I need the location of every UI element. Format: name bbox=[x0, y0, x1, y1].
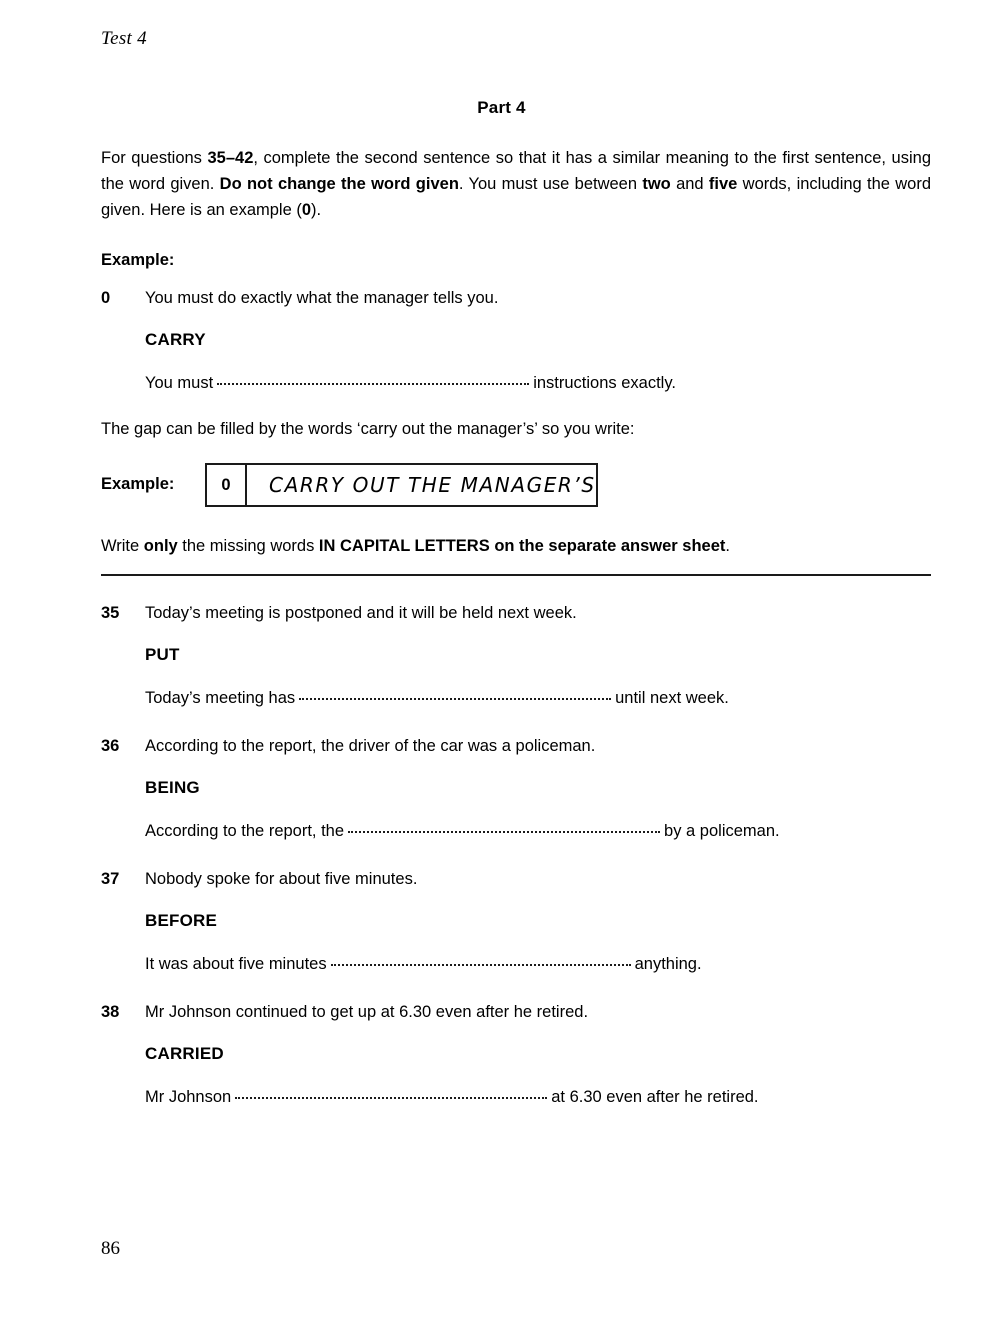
answer-prefix-text: Mr Johnson bbox=[145, 1088, 232, 1106]
answer-gap-dots[interactable] bbox=[348, 823, 660, 833]
section-divider bbox=[101, 574, 931, 576]
body-text: words, including the word given. Here is an example ( bbox=[101, 175, 932, 219]
answer-suffix-text: at 6.30 even after he retired. bbox=[551, 1088, 759, 1106]
write-instruction bbox=[101, 537, 931, 556]
example-answer-box bbox=[205, 463, 598, 507]
question-stem: According to the report, the driver of the car was a policeman. bbox=[145, 737, 596, 755]
answer-gap-dots[interactable] bbox=[331, 956, 631, 966]
body-text: ). bbox=[311, 201, 322, 219]
emphasis-text: two bbox=[642, 175, 671, 193]
body-text: the missing words bbox=[177, 537, 319, 555]
emphasis-text: 35–42 bbox=[207, 149, 254, 167]
emphasis-text: five bbox=[708, 175, 738, 193]
question-stem: Nobody spoke for about five minutes. bbox=[145, 870, 418, 888]
question-block bbox=[101, 735, 931, 842]
content-column bbox=[101, 145, 931, 1108]
answer-prefix-text: Today’s meeting has bbox=[145, 689, 296, 707]
body-text: , complete the second sentence so that it has a similar meaning to the first sentence, using the word given. bbox=[101, 149, 931, 193]
example-question-block bbox=[101, 287, 931, 394]
question-keyword: BEFORE bbox=[145, 911, 218, 930]
answer-gap-dots[interactable] bbox=[217, 375, 529, 385]
example-question-number: 0 bbox=[101, 289, 111, 307]
question-answer-line bbox=[145, 820, 931, 842]
question-block bbox=[101, 602, 931, 709]
question-number: 35 bbox=[101, 604, 120, 622]
answer-prefix-text: It was about five minutes bbox=[145, 955, 327, 973]
answer-gap-dots[interactable] bbox=[235, 1089, 547, 1099]
question-number: 36 bbox=[101, 737, 120, 755]
answer-suffix-text: until next week. bbox=[615, 689, 729, 707]
body-text: and bbox=[670, 175, 709, 193]
question-number: 38 bbox=[101, 1003, 120, 1021]
example-question-keyword: CARRY bbox=[145, 330, 206, 349]
body-text: . bbox=[725, 537, 730, 555]
gap-explanation-note: The gap can be filled by the words ‘carry out the manager’s’ so you write: bbox=[101, 420, 635, 438]
example-heading: Example: bbox=[101, 251, 175, 269]
answer-suffix-text: instructions exactly. bbox=[533, 374, 676, 392]
example-question-answer-line bbox=[145, 372, 931, 394]
body-text: . You must use between bbox=[458, 175, 643, 193]
answer-prefix-text: According to the report, the bbox=[145, 822, 345, 840]
question-stem: Today’s meeting is postponed and it will be held next week. bbox=[145, 604, 577, 622]
question-keyword: BEING bbox=[145, 778, 200, 797]
body-text: Write bbox=[101, 537, 144, 555]
example-box-label: Example: bbox=[101, 475, 175, 493]
answer-suffix-text: by a policeman. bbox=[664, 822, 780, 840]
question-keyword: PUT bbox=[145, 645, 180, 664]
question-answer-line bbox=[145, 953, 931, 975]
example-answer-box-text: CARRY OUT THE MANAGER’S bbox=[269, 473, 596, 497]
example-question-stem: You must do exactly what the manager tells you. bbox=[145, 289, 499, 307]
question-stem: Mr Johnson continued to get up at 6.30 even after he retired. bbox=[145, 1003, 589, 1021]
emphasis-text: 0 bbox=[301, 201, 312, 219]
page-title: Part 4 bbox=[477, 98, 526, 117]
emphasis-text: Do not change the word given bbox=[219, 175, 459, 193]
questions-list bbox=[101, 602, 931, 1108]
answer-gap-dots[interactable] bbox=[299, 690, 611, 700]
page-number: 86 bbox=[101, 1238, 120, 1259]
example-answer-box-number: 0 bbox=[207, 465, 247, 505]
running-head: Test 4 bbox=[101, 28, 147, 49]
example-answer-box-row bbox=[101, 463, 931, 507]
question-answer-line bbox=[145, 1086, 931, 1108]
answer-prefix-text: You must bbox=[145, 374, 214, 392]
question-block bbox=[101, 1001, 931, 1108]
instructions-paragraph bbox=[101, 145, 931, 223]
emphasis-text: IN CAPITAL LETTERS on the separate answer sheet bbox=[318, 537, 726, 555]
question-block bbox=[101, 868, 931, 975]
question-number: 37 bbox=[101, 870, 120, 888]
question-answer-line bbox=[145, 687, 931, 709]
body-text: For questions bbox=[101, 149, 208, 167]
question-keyword: CARRIED bbox=[145, 1044, 224, 1063]
emphasis-text: only bbox=[143, 537, 178, 555]
answer-suffix-text: anything. bbox=[634, 955, 702, 973]
